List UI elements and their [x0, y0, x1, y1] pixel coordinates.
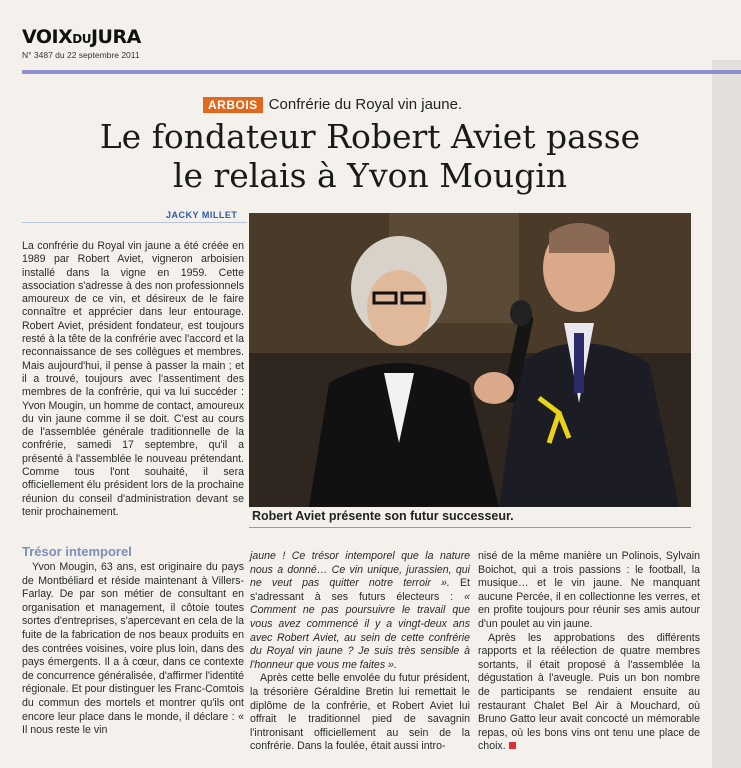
issue-line: N° 3487 du 22 septembre 2011 — [22, 50, 140, 60]
column-1 — [22, 561, 244, 738]
column-2-text: Après cette belle envolée du futur président, la trésorière Géraldine Bretin lui remettait le diplôme de la confrérie, et Robert Aviet lui offrait le traditionnel pied de savagnin l'intronisant officiellement au sein de la confrérie. Dans la foulée, était aussi intro- — [250, 672, 470, 753]
masthead-rule — [22, 70, 741, 74]
column-2 — [250, 550, 470, 754]
photo-caption: Robert Aviet présente son futur successeur. — [252, 509, 514, 523]
adjacent-page-edge — [712, 60, 741, 768]
byline: JACKY MILLET — [166, 210, 238, 220]
lead-paragraph: La confrérie du Royal vin jaune a été créée en 1989 par Robert Aviet, vigneron arboisien installé dans la vigne en 1959. Cette association s'adresse à des non professionnels amoureux de ce vin, et désireux de le faire connaître et apprécier dans leur entourage. Robert Aviet, président fondateur, est toujours resté à la tête de la confrérie avec l'accord et la reconnaissance de ses collègues et membres. Mais aujourd'hui, il pense à passer la main ; et il a trouvé, toujours avec l'assentiment des membres de la confrérie, qui va lui succéder : Yvon Mougin, un homme de contact, amoureux du vin jaune comme il se doit. C'est au cours de l'assemblée générale traditionnelle de la confrérie, samedi 17 septembre, qu'il a présenté à l'assemblée le nouveau prétendant. Comme tous l'ont souhaité, il sera officiellement élu président lors de la prochaine réunion du conseil d'administration devant se tenir prochainement. — [22, 240, 245, 518]
column-3-para-1: nisé de la même manière un Polinois, Sylvain Boichot, qui a trois passions : le football, la musique… et le vin jaune. Ne manquant aucune Percée, il en collectionne les verres, et en profite toujours pour réunir ses amis autour d'un poulet au vin jaune. — [478, 550, 700, 630]
quote-2: « Comment ne pas poursuivre le travail que vous avez commencé il y a vingt-deux ans avec Robert Aviet, au sein de cette confrérie du Royal vin jaune ? Je suis très sensible à l'honneur que vous me faites ». — [250, 590, 470, 671]
masthead — [22, 26, 141, 60]
column-1-text: Yvon Mougin, 63 ans, est originaire du pays de Montbéliard et réside maintenant à Villers-Farlay. De par son métier de consultant en organisation et management, il côtoie toutes sortes d'entreprises, s'apercevant en cela de la fuite de la fabrication de nos beaux produits en des contrées voisines, voire plus loin, dans des pays émergents. Il a à cœur, dans ce contexte de concurrence généralisée, d'affirmer l'identité régionale. Et pour distinguer les Franc-Comtois du commun des mortels et montrer qu'ils ont encore leur place dans le monde, il déclare : « Il nous reste le vin — [22, 561, 244, 737]
article-photo — [249, 213, 691, 507]
caption-rule — [249, 527, 691, 528]
kicker — [203, 96, 462, 113]
headline: Le fondateur Robert Aviet passe le relais à Yvon Mougin — [99, 117, 641, 195]
kicker-text: Confrérie du Royal vin jaune. — [268, 96, 463, 113]
section-title: Trésor intemporel — [22, 544, 132, 559]
end-mark — [509, 742, 516, 749]
column-3 — [478, 550, 700, 754]
column-3-para-2: Après les approbations des différents rapports et la réélection de quatre membres sortants, il était proposé à l'assemblée la dégustation à l'aveugle. Puis un bon nombre de participants se rendaient ensuite au restaurant Chalet Bel Air à Mouchard, où Bruno Gatto leur avait concocté un mémorable repas, où les bons vins ont tenu une place de choix. — [478, 631, 700, 753]
newspaper-logo: VOIXDUJURA — [22, 26, 141, 48]
quote-1: jaune ! Ce trésor intemporel que la nature nous a donné… Ce vin unique, jurassien, qui ne veut pas quitter notre terroir ». — [250, 550, 470, 590]
quote-intro: Et s'adressant à ses futurs électeurs : — [250, 577, 470, 603]
location-tag: ARBOIS — [203, 97, 263, 113]
byline-rule — [22, 222, 247, 223]
